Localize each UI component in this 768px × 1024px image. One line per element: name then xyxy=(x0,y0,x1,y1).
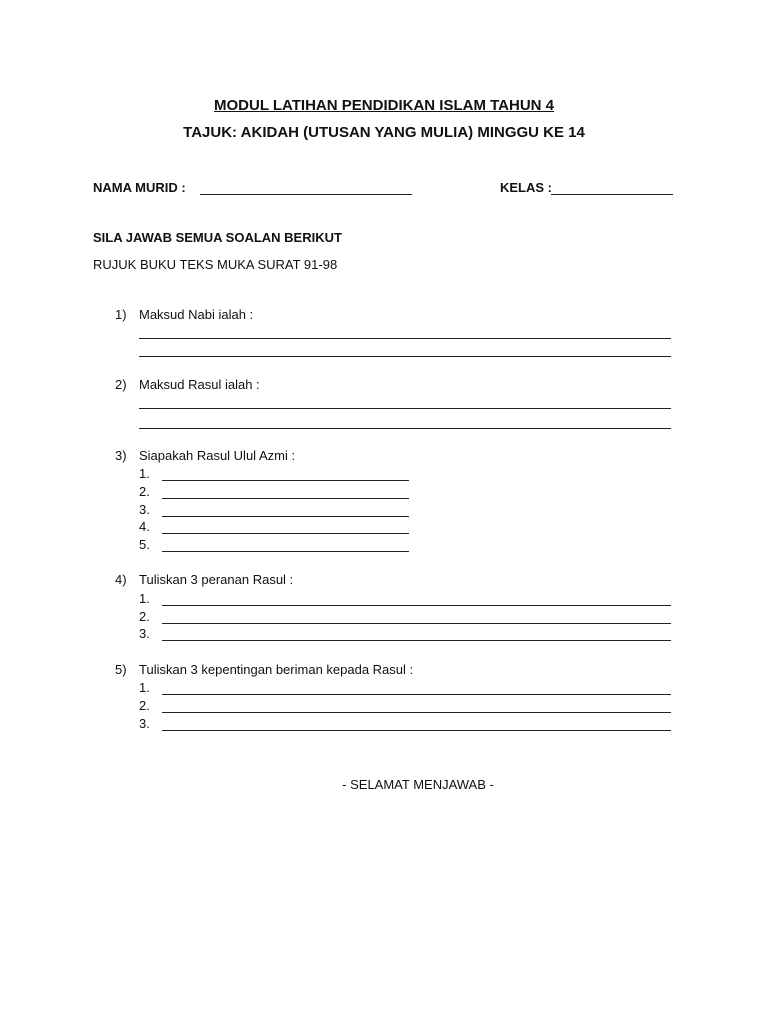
answer-line[interactable] xyxy=(162,712,671,713)
item-number: 1. xyxy=(139,680,150,695)
question-number: 2) xyxy=(115,377,127,392)
answer-line[interactable] xyxy=(139,338,671,339)
question-number: 3) xyxy=(115,448,127,463)
name-label: NAMA MURID : xyxy=(93,180,186,195)
answer-line[interactable] xyxy=(162,605,671,606)
item-number: 3. xyxy=(139,716,150,731)
class-field[interactable] xyxy=(551,194,673,195)
instruction-1: SILA JAWAB SEMUA SOALAN BERIKUT xyxy=(93,230,342,245)
class-label: KELAS : xyxy=(500,180,552,195)
question-number: 5) xyxy=(115,662,127,677)
answer-line[interactable] xyxy=(162,623,671,624)
question-text: Tuliskan 3 peranan Rasul : xyxy=(139,572,294,587)
instruction-2: RUJUK BUKU TEKS MUKA SURAT 91-98 xyxy=(93,257,338,272)
item-number: 3. xyxy=(139,626,150,641)
name-field[interactable] xyxy=(200,194,412,195)
answer-line[interactable] xyxy=(162,551,409,552)
answer-line[interactable] xyxy=(162,516,409,517)
question-number: 1) xyxy=(115,307,127,322)
item-number: 2. xyxy=(139,698,150,713)
answer-line[interactable] xyxy=(162,498,409,499)
item-number: 1. xyxy=(139,466,150,481)
footer-text: - SELAMAT MENJAWAB - xyxy=(342,777,494,792)
answer-line[interactable] xyxy=(139,428,671,429)
question-number: 4) xyxy=(115,572,127,587)
document-title: MODUL LATIHAN PENDIDIKAN ISLAM TAHUN 4 xyxy=(214,97,554,114)
item-number: 2. xyxy=(139,609,150,624)
item-number: 3. xyxy=(139,502,150,517)
answer-line[interactable] xyxy=(139,408,671,409)
answer-line[interactable] xyxy=(162,480,409,481)
document-subtitle: TAJUK: AKIDAH (UTUSAN YANG MULIA) MINGGU KE 14 xyxy=(183,124,585,141)
answer-line[interactable] xyxy=(162,640,671,641)
answer-line[interactable] xyxy=(162,533,409,534)
answer-line[interactable] xyxy=(162,730,671,731)
item-number: 5. xyxy=(139,537,150,552)
answer-line[interactable] xyxy=(162,694,671,695)
question-text: Tuliskan 3 kepentingan beriman kepada Rasul : xyxy=(139,662,414,677)
item-number: 4. xyxy=(139,519,150,534)
question-text: Siapakah Rasul Ulul Azmi : xyxy=(139,448,296,463)
question-text: Maksud Rasul ialah : xyxy=(139,377,260,392)
item-number: 1. xyxy=(139,591,150,606)
answer-line[interactable] xyxy=(139,356,671,357)
item-number: 2. xyxy=(139,484,150,499)
question-text: Maksud Nabi ialah : xyxy=(139,307,254,322)
